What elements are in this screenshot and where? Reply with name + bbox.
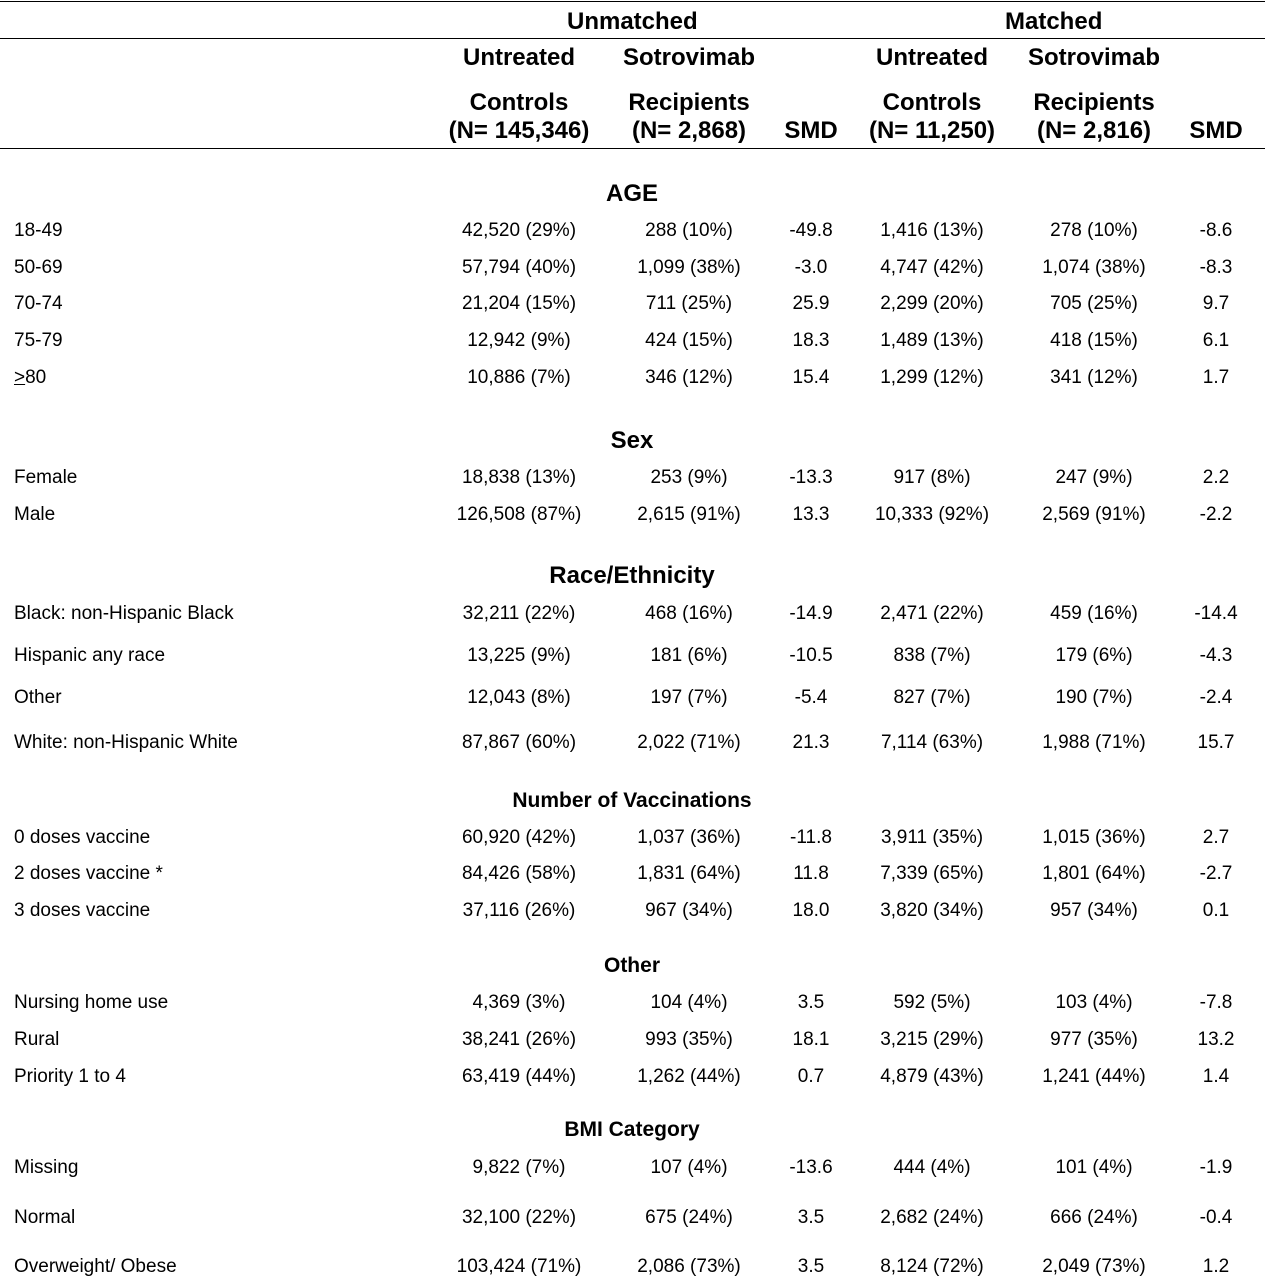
column-header-0-line3: (N= 145,346)	[448, 117, 590, 144]
table-cell: 42,520 (29%)	[461, 220, 577, 241]
table-cell: 917 (8%)	[893, 467, 971, 488]
table-cell: 341 (12%)	[1050, 367, 1138, 388]
table-cell: 1,801 (64%)	[1042, 863, 1146, 884]
table-cell: 1,416 (13%)	[880, 220, 984, 241]
section-title: Race/Ethnicity	[549, 562, 715, 589]
column-header-1-line3: (N= 2,868)	[631, 117, 747, 144]
table-cell: 705 (25%)	[1050, 293, 1138, 314]
table-cell: 2.7	[1202, 827, 1230, 848]
table-cell: 197 (7%)	[650, 687, 728, 708]
header-bottom-rule	[0, 148, 1265, 149]
table-cell: 60,920 (42%)	[461, 827, 577, 848]
table-cell: 107 (4%)	[650, 1157, 728, 1178]
table-cell: 104 (4%)	[650, 992, 728, 1013]
table-cell: 6.1	[1202, 330, 1230, 351]
row-label: Black: non-Hispanic Black	[14, 603, 234, 624]
table-cell: 32,211 (22%)	[462, 603, 576, 624]
table-cell: 3,215 (29%)	[880, 1029, 984, 1050]
table-cell: -0.4	[1199, 1207, 1233, 1228]
row-label: Male	[14, 504, 56, 525]
table-cell: -2.2	[1199, 504, 1233, 525]
unmatched-header: Unmatched	[567, 8, 698, 35]
table-cell: 11.8	[793, 863, 829, 884]
table-cell: -11.8	[790, 827, 832, 848]
column-header-2-line3: SMD	[784, 117, 838, 144]
table-cell: 346 (12%)	[645, 367, 733, 388]
table-cell: 3,820 (34%)	[880, 900, 984, 921]
table-cell: 1,241 (44%)	[1042, 1066, 1146, 1087]
table-cell: 1,262 (44%)	[637, 1066, 741, 1087]
table-cell: 103 (4%)	[1055, 992, 1133, 1013]
row-label: 70-74	[14, 293, 63, 314]
row-label: 18-49	[14, 220, 63, 241]
table-cell: 15.4	[792, 367, 830, 388]
table-cell: 32,100 (22%)	[461, 1207, 577, 1228]
table-cell: 3.5	[797, 992, 825, 1013]
column-header-0-line1: Untreated	[462, 44, 576, 71]
table-cell: 1,074 (38%)	[1042, 257, 1146, 278]
table-cell: 2,615 (91%)	[637, 504, 741, 525]
table-cell: 278 (10%)	[1050, 220, 1138, 241]
column-header-3-line1: Untreated	[875, 44, 989, 71]
table-cell: 57,794 (40%)	[461, 257, 577, 278]
row-label: Normal	[14, 1207, 76, 1228]
table-cell: 1.7	[1202, 367, 1230, 388]
table-cell: -13.3	[789, 467, 833, 488]
row-label: 3 doses vaccine	[14, 900, 151, 921]
table-cell: -14.9	[789, 603, 833, 624]
table-cell: 2,682 (24%)	[880, 1207, 984, 1228]
table-cell: 838 (7%)	[893, 645, 971, 666]
table-cell: 12,942 (9%)	[467, 330, 571, 351]
table-cell: 13,225 (9%)	[467, 645, 571, 666]
table-cell: 10,886 (7%)	[467, 367, 571, 388]
table-cell: 18.1	[792, 1029, 830, 1050]
table-cell: 13.2	[1197, 1029, 1235, 1050]
row-label: 50-69	[14, 257, 63, 278]
row-label: Other	[14, 687, 62, 708]
table-cell: -8.6	[1199, 220, 1233, 241]
table-cell: 84,426 (58%)	[461, 863, 577, 884]
table-cell: 15.7	[1197, 732, 1235, 753]
table-cell: 101 (4%)	[1055, 1157, 1133, 1178]
table-cell: 9.7	[1202, 293, 1230, 314]
table-cell: 10,333 (92%)	[874, 504, 990, 525]
table-cell: -49.8	[789, 220, 833, 241]
table-cell: 25.9	[792, 293, 830, 314]
table-cell: -10.5	[789, 645, 833, 666]
table-cell: 2,471 (22%)	[880, 603, 984, 624]
table-cell: 126,508 (87%)	[456, 504, 582, 525]
table-cell: 4,369 (3%)	[472, 992, 566, 1013]
table-cell: 459 (16%)	[1050, 603, 1138, 624]
table-cell: 1.4	[1202, 1066, 1230, 1087]
section-title: Number of Vaccinations	[512, 789, 752, 812]
column-header-3-line3: (N= 11,250)	[868, 117, 996, 144]
table-cell: 190 (7%)	[1055, 687, 1133, 708]
table-cell: -2.4	[1199, 687, 1233, 708]
section-title: AGE	[605, 180, 658, 207]
table-cell: 1,037 (36%)	[637, 827, 741, 848]
table-cell: 827 (7%)	[893, 687, 971, 708]
table-cell: -5.4	[794, 687, 828, 708]
row-label: Hispanic any race	[14, 645, 166, 666]
table-cell: 12,043 (8%)	[467, 687, 571, 708]
table-cell: 247 (9%)	[1055, 467, 1133, 488]
table-cell: -7.8	[1199, 992, 1233, 1013]
table-cell: 468 (16%)	[645, 603, 733, 624]
row-label-prefix: >	[14, 367, 26, 388]
table-cell: 1,299 (12%)	[880, 367, 984, 388]
column-header-1-line2: Recipients	[628, 89, 750, 116]
table-cell: 957 (34%)	[1050, 900, 1138, 921]
top-rule	[0, 1, 1265, 2]
table-cell: 3.5	[797, 1256, 825, 1277]
section-title: Other	[603, 954, 660, 977]
table-cell: 7,339 (65%)	[880, 863, 984, 884]
table-cell: 592 (5%)	[893, 992, 971, 1013]
row-label: 2 doses vaccine *	[14, 863, 163, 884]
table-cell: 21.3	[792, 732, 830, 753]
row-label: Missing	[14, 1157, 79, 1178]
table-cell: -3.0	[794, 257, 828, 278]
row-label: Overweight/ Obese	[14, 1256, 177, 1277]
table-cell: 18,838 (13%)	[461, 467, 577, 488]
table-cell: 2,299 (20%)	[880, 293, 984, 314]
table-cell: 37,116 (26%)	[462, 900, 576, 921]
table-cell: 675 (24%)	[645, 1207, 733, 1228]
table-cell: -8.3	[1199, 257, 1233, 278]
table-cell: 1,988 (71%)	[1042, 732, 1146, 753]
column-header-1-line1: Sotrovimab	[622, 44, 756, 71]
table-cell: 7,114 (63%)	[880, 732, 984, 753]
table-cell: 1,015 (36%)	[1042, 827, 1146, 848]
row-label: 0 doses vaccine	[14, 827, 151, 848]
row-label	[14, 368, 46, 387]
table-cell: 4,879 (43%)	[880, 1066, 984, 1087]
section-title: BMI Category	[564, 1118, 700, 1141]
table-cell: 8,124 (72%)	[880, 1256, 984, 1277]
column-header-5-line3: SMD	[1189, 117, 1243, 144]
table-cell: 38,241 (26%)	[461, 1029, 577, 1050]
table-cell: 63,419 (44%)	[461, 1066, 577, 1087]
row-label: Rural	[14, 1029, 60, 1050]
row-label: Nursing home use	[14, 992, 169, 1013]
table-cell: 253 (9%)	[650, 467, 728, 488]
row-label-text: 80	[25, 367, 47, 388]
column-header-0-line2: Controls	[469, 89, 569, 116]
table-cell: 967 (34%)	[645, 900, 733, 921]
table-cell: -1.9	[1199, 1157, 1233, 1178]
row-label: Female	[14, 467, 78, 488]
table-cell: 2,569 (91%)	[1042, 504, 1146, 525]
table-cell: 3,911 (35%)	[880, 827, 984, 848]
table-cell: 288 (10%)	[645, 220, 733, 241]
table-cell: -13.6	[789, 1157, 833, 1178]
table-cell: -14.4	[1194, 603, 1238, 624]
row-label: White: non-Hispanic White	[14, 732, 238, 753]
table-cell: 1,489 (13%)	[880, 330, 984, 351]
table-cell: 1.2	[1202, 1256, 1230, 1277]
table-cell: -2.7	[1199, 863, 1233, 884]
table-cell: 424 (15%)	[645, 330, 733, 351]
column-header-3-line2: Controls	[882, 89, 982, 116]
table-cell: 4,747 (42%)	[880, 257, 984, 278]
table-cell: 103,424 (71%)	[456, 1256, 582, 1277]
table-cell: 1,831 (64%)	[637, 863, 741, 884]
column-header-4-line3: (N= 2,816)	[1036, 117, 1152, 144]
table-cell: 3.5	[797, 1207, 825, 1228]
table-cell: 13.3	[792, 504, 830, 525]
column-header-4-line2: Recipients	[1033, 89, 1155, 116]
table-cell: 977 (35%)	[1050, 1029, 1138, 1050]
table-cell: 2,049 (73%)	[1042, 1256, 1146, 1277]
table-cell: 181 (6%)	[650, 645, 728, 666]
table-cell: 9,822 (7%)	[472, 1157, 566, 1178]
table-cell: 2.2	[1202, 467, 1230, 488]
section-title: Sex	[610, 427, 654, 454]
table-cell: 18.3	[792, 330, 830, 351]
table-cell: 21,204 (15%)	[461, 293, 577, 314]
row-label: Priority 1 to 4	[14, 1066, 126, 1087]
table-cell: 993 (35%)	[645, 1029, 733, 1050]
table-cell: 87,867 (60%)	[461, 732, 577, 753]
table-cell: 711 (25%)	[645, 293, 733, 314]
table-cell: -4.3	[1199, 645, 1233, 666]
table-cell: 18.0	[792, 900, 830, 921]
row-label: 75-79	[14, 330, 63, 351]
table-cell: 1,099 (38%)	[637, 257, 741, 278]
table-cell: 0.1	[1202, 900, 1230, 921]
table-cell: 179 (6%)	[1055, 645, 1133, 666]
table-cell: 0.7	[797, 1066, 825, 1087]
column-header-4-line1: Sotrovimab	[1027, 44, 1161, 71]
table-cell: 2,022 (71%)	[637, 732, 741, 753]
group-header-rule	[0, 38, 1265, 39]
table-cell: 418 (15%)	[1050, 330, 1138, 351]
table-cell: 666 (24%)	[1050, 1207, 1138, 1228]
table-cell: 2,086 (73%)	[637, 1256, 741, 1277]
table-cell: 444 (4%)	[893, 1157, 971, 1178]
matched-header: Matched	[1005, 8, 1103, 35]
